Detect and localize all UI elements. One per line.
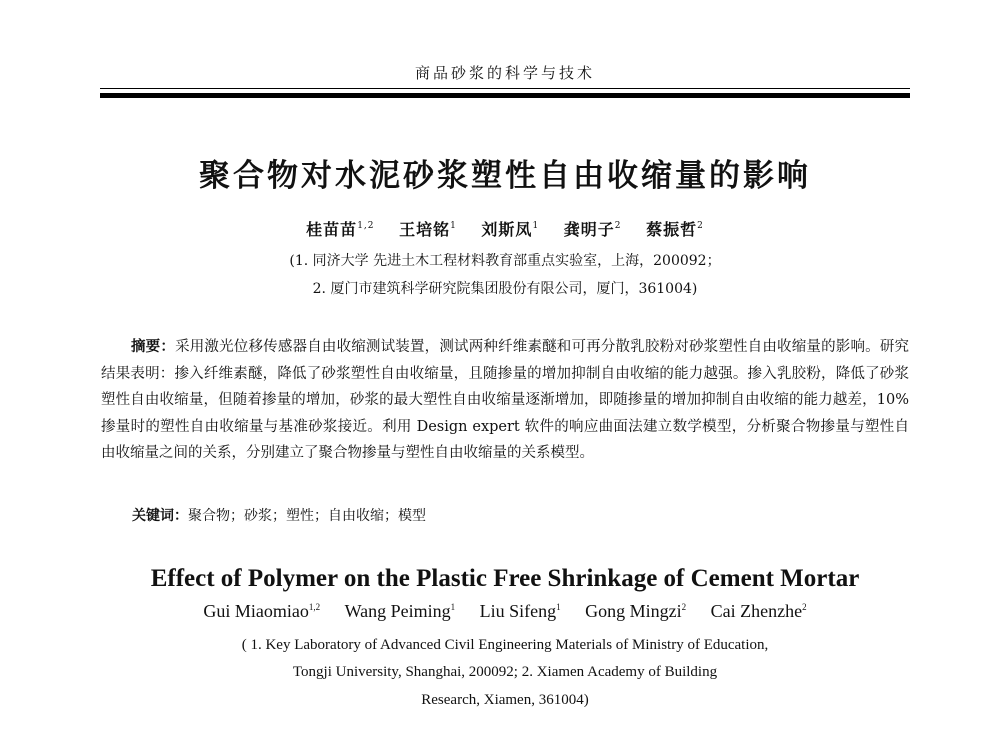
chinese-authors (100, 217, 910, 240)
chinese-keywords (132, 505, 892, 525)
english-affiliation-line-2: Tongji University, Shanghai, 200092; 2. Xiamen Academy of Building (292, 664, 718, 680)
en-author: Wang Peiming$^1$ (344, 601, 456, 621)
abstract-label: 摘要： (131, 339, 176, 355)
english-affiliation-line-3: Research, Xiamen, 361004) (421, 692, 589, 708)
cn-author: 龚明子$^2$ (563, 220, 622, 239)
header-rule-thick (100, 93, 910, 98)
en-author: Gui Miaomiao$^{1,2}$ (203, 601, 321, 621)
chinese-abstract (101, 334, 909, 467)
chinese-title: 聚合物对水泥砂浆塑性自由收缩量的影响 (199, 158, 811, 194)
cn-author: 桂苗苗$^{1,2}$ (306, 220, 375, 239)
running-header: 商品砂浆的科学与技术 (414, 64, 595, 82)
english-affiliation-line-1: ( 1. Key Laboratory of Advanced Civil Engineering Materials of Ministry of Education, (241, 637, 769, 653)
cn-author: 刘斯凤$^1$ (481, 220, 540, 239)
cn-author: 蔡振哲$^2$ (646, 220, 704, 239)
header-rule-thin (100, 88, 910, 89)
en-author: Cai Zhenzhe$^2$ (710, 601, 807, 621)
en-author: Gong Mingzi$^2$ (585, 601, 687, 621)
en-author: Liu Sifeng$^1$ (479, 601, 561, 621)
keywords-label: 关键词： (132, 508, 188, 524)
chinese-affiliation-line-1: (1. 同济大学 先进土木工程材料教育部重点实验室，上海，200092； (289, 253, 721, 269)
cn-author: 王培铭$^1$ (399, 220, 457, 239)
chinese-affiliation-line-2: 2. 厦门市建筑科学研究院集团股份有限公司，厦门，361004) (312, 281, 698, 297)
abstract-text: 采用激光位移传感器自由收缩测试装置，测试两种纤维素醚和可再分散乳胶粉对砂浆塑性自由收缩量的影响。研究结果表明：掺入纤维素醚，降低了砂浆塑性自由收缩量，且随掺量的增加抑制自由收缩的能力越强。掺入乳胶粉，降低了砂浆塑性自由收缩量，但随着掺量的增加，砂浆的最大塑性自由收缩量逐渐增加，即随掺量的增加抑制自由收缩的能力越差，10%掺量时的塑性自由收缩量与基准砂浆接近。利用 Design expert 软件的响应曲面法建立数学模型，分析聚合物掺量与塑性自由收缩量之间的关系，分别建立了聚合物掺量与塑性自由收缩量的关系模型。 (101, 339, 910, 461)
english-title: Effect of Polymer on the Plastic Free Shrinkage of Cement Mortar (150, 565, 860, 592)
english-authors (100, 601, 910, 622)
keywords-text: 聚合物；砂浆；塑性；自由收缩；模型 (188, 508, 426, 524)
